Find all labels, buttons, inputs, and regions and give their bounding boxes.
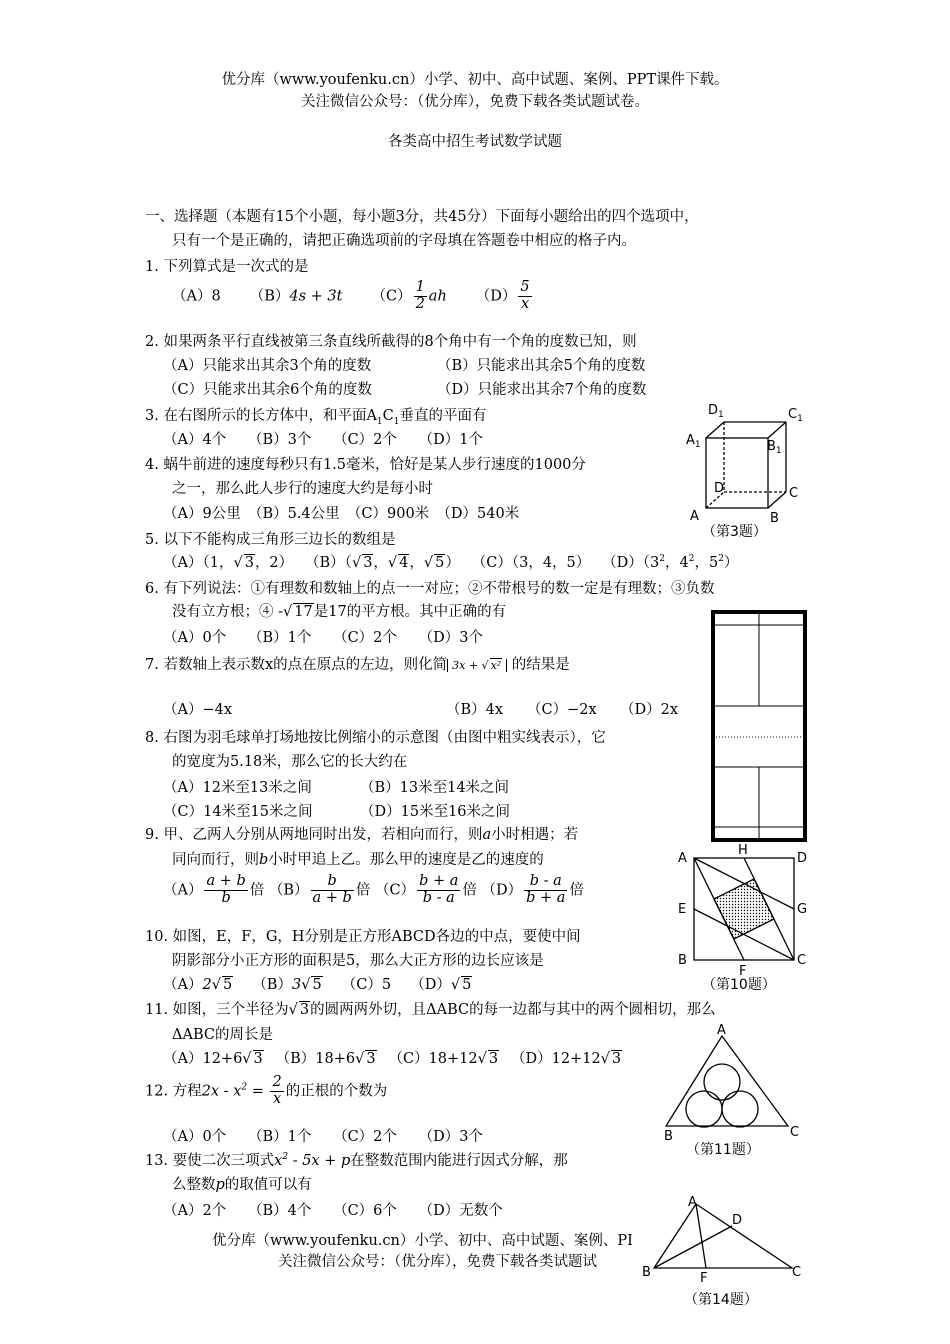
q6-options: （A）0个 （B）1个 （C）2个 （D）3个 <box>163 630 483 646</box>
q7-stem: 7. 若数轴上表示数x的点在原点的左边，则化简 3x + √ x² 的结果是 <box>145 657 570 673</box>
q4-options: （A）9公里 （B）5.4公里 （C）900米 （D）540米 <box>163 506 520 522</box>
q1-stem: 1. 下列算式是一次式的是 <box>145 259 309 275</box>
q5-options: （A）（1，√ 3，2） （B）（√ 3，√ 4，√ 5） （C）（3，4，5） $(D)(3^2$，$4^2$，$5^2$） <box>163 554 739 571</box>
header-line1: 优分库（www.youfenku.cn）小学、初中、高中试题、案例、PPT课件下载。 <box>221 72 729 88</box>
fig14-label-f: F <box>700 1271 708 1286</box>
fig11-label-a: A <box>717 1023 726 1038</box>
q12-options: （A）0个 （B）1个 （C）2个 （D）3个 <box>163 1129 483 1145</box>
fig14-label-a: A <box>688 1196 697 1210</box>
q2-option-c: （C）只能求出其余6个角的度数 <box>163 382 372 398</box>
q10-options: （A）2√ 5 （B）3√ 5 （C）5 （D）√ 5 <box>163 977 472 993</box>
q9-stem: 9. 甲、乙两人分别从两地同时出发，若相向而行，则a小时相遇；若 <box>145 827 579 843</box>
section-instruction: 只有一个是正确的，请把正确选项前的字母填在答题卷中相应的格子内。 <box>172 233 636 249</box>
q6-stem-cont: 没有立方根；④ -√ 17是17的平方根。其中正确的有 <box>172 604 507 620</box>
fig3-label-a1: $A_1$ <box>686 433 701 450</box>
q6-stem: 6. 有下列说法：①有理数和数轴上的点一一对应；②不带根号的数一定是有理数；③负数 <box>145 581 715 597</box>
fig14-label-c: C <box>792 1265 802 1280</box>
fig3-label-c: C <box>789 486 799 501</box>
fig3-label-d1: $D_1$ <box>708 403 724 420</box>
q7-option-a: （A）−4x <box>163 702 233 718</box>
fig3-label-c1: $C_1$ <box>788 407 803 424</box>
fig10-label-e: E <box>678 902 687 917</box>
fig10-label-c: C <box>797 953 807 968</box>
fig3-label-d: D <box>714 481 725 496</box>
q3-stem: 3. 在右图所示的长方体中，和平面$A_1C_1$垂直的平面有 <box>145 408 487 427</box>
fig11-caption: （第11题） <box>686 1142 760 1158</box>
fig14-caption: （第14题） <box>684 1292 758 1308</box>
q11-stem-cont: ΔABC的周长是 <box>172 1027 273 1043</box>
fig3-label-b: B <box>770 511 779 526</box>
footer-line2: 关注微信公众号：（优分库），免费下载各类试题试 <box>278 1254 597 1270</box>
page-title: 各类高中招生考试数学试题 <box>388 134 562 150</box>
q8-option-a: （A）12米至13米之间 <box>163 780 312 796</box>
fig10-label-h: H <box>738 843 748 858</box>
q13-stem-cont: 么整数p的取值可以有 <box>172 1177 312 1193</box>
q9-options: （A） $\frac{a + b}{b}$ 倍 （B） $\frac{b}{a + b}$ 倍 （C） $\frac{b + a}{b - a}$ 倍 （D） $\frac{b - a}{b + a}$ 倍 <box>163 873 584 906</box>
footer-line1: 优分库（www.youfenku.cn）小学、初中、高中试题、案例、PI <box>212 1233 633 1249</box>
fig10-label-a: A <box>678 851 687 866</box>
header-line2: 关注微信公众号：（优分库），免费下载各类试题试卷。 <box>301 94 649 110</box>
fig10-label-b: B <box>678 953 687 968</box>
figure-14-triangle <box>640 1196 810 1316</box>
q13-stem: 13. 要使二次三项式$x^2 - 5x + p$在整数范围内能进行因式分解，那 <box>145 1152 568 1169</box>
fig14-label-b: B <box>642 1265 651 1280</box>
figure-badminton-court <box>708 610 808 842</box>
fig3-caption: （第3题） <box>702 524 767 540</box>
fig14-label-d: D <box>732 1213 743 1228</box>
fig10-caption: （第10题） <box>702 977 776 992</box>
q2-stem: 2. 如果两条平行直线被第三条直线所截得的8个角中有一个角的度数已知，则 <box>145 334 637 350</box>
fig10-label-f: F <box>739 964 747 979</box>
q13-options: （A）2个 （B）4个 （C）6个 （D）无数个 <box>163 1203 503 1219</box>
q11-stem: 11. 如图，三个半径为√ 3的圆两两外切，且ΔABC的每一边都与其中的两个圆相切，那么 <box>145 1002 716 1018</box>
q2-option-d: （D）只能求出其余7个角的度数 <box>437 382 647 398</box>
q12-stem: 12. 方程$2x - x^2$ = $\frac{2}{x}$ 的正根的个数为 <box>145 1074 388 1107</box>
q10-stem: 10. 如图，E，F，G，H分别是正方形ABCD各边的中点，要使中间 <box>145 929 581 945</box>
q10-stem-cont: 阴影部分小正方形的面积是5，那么大正方形的边长应该是 <box>172 953 544 969</box>
q8-option-d: （D）15米至16米之间 <box>360 804 511 820</box>
section-heading: 一、选择题（本题有15个小题，每小题3分，共45分）下面每小题给出的四个选项中， <box>145 209 699 225</box>
q3-options: （A）4个 （B）3个 （C）2个 （D）1个 <box>163 432 483 448</box>
fig11-label-c: C <box>790 1125 800 1140</box>
q7-option-b: （B）4x <box>446 702 504 718</box>
q8-option-c: （C）14米至15米之间 <box>163 804 313 820</box>
q9-stem-cont: 同向而行，则b小时甲追上乙。那么甲的速度是乙的速度的 <box>172 852 544 868</box>
q4-stem-cont: 之一，那么此人步行的速度大约是每小时 <box>172 481 433 497</box>
q5-stem: 5. 以下不能构成三角形三边长的数组是 <box>145 532 396 548</box>
q11-options: （A）12+6√ 3 （B）18+6√ 3 （C）18+12√ 3 （D）12+12√ 3 <box>163 1051 622 1067</box>
fig3-label-a: A <box>690 509 699 524</box>
fig11-label-b: B <box>664 1129 673 1144</box>
fig10-label-d: D <box>797 851 808 866</box>
fig3-label-b1: $B_1$ <box>767 439 782 456</box>
q8-stem: 8. 右图为羽毛球单打场地按比例缩小的示意图（由图中粗实线表示），它 <box>145 730 606 746</box>
q7-option-c: （C）−2x <box>527 702 597 718</box>
q8-option-b: （B）13米至14米之间 <box>360 780 510 796</box>
q2-option-b: （B）只能求出其余5个角的度数 <box>437 358 646 374</box>
q2-option-a: （A）只能求出其余3个角的度数 <box>163 358 372 374</box>
figure-10-square <box>674 840 814 992</box>
figure-11-circles <box>660 1022 810 1162</box>
figure-3-cuboid <box>684 400 814 545</box>
q1-options: （A）8 （B）4s + 3t （C） $\frac{1}{2}$ ah （D） $\frac{5}{x}$ <box>172 279 530 312</box>
q7-option-d: （D）2x <box>620 702 679 718</box>
q8-stem-cont: 的宽度为5.18米，那么它的长大约在 <box>172 754 408 770</box>
fig10-label-g: G <box>797 902 808 917</box>
q4-stem: 4. 蜗牛前进的速度每秒只有1.5毫米，恰好是某人步行速度的1000分 <box>145 457 586 473</box>
